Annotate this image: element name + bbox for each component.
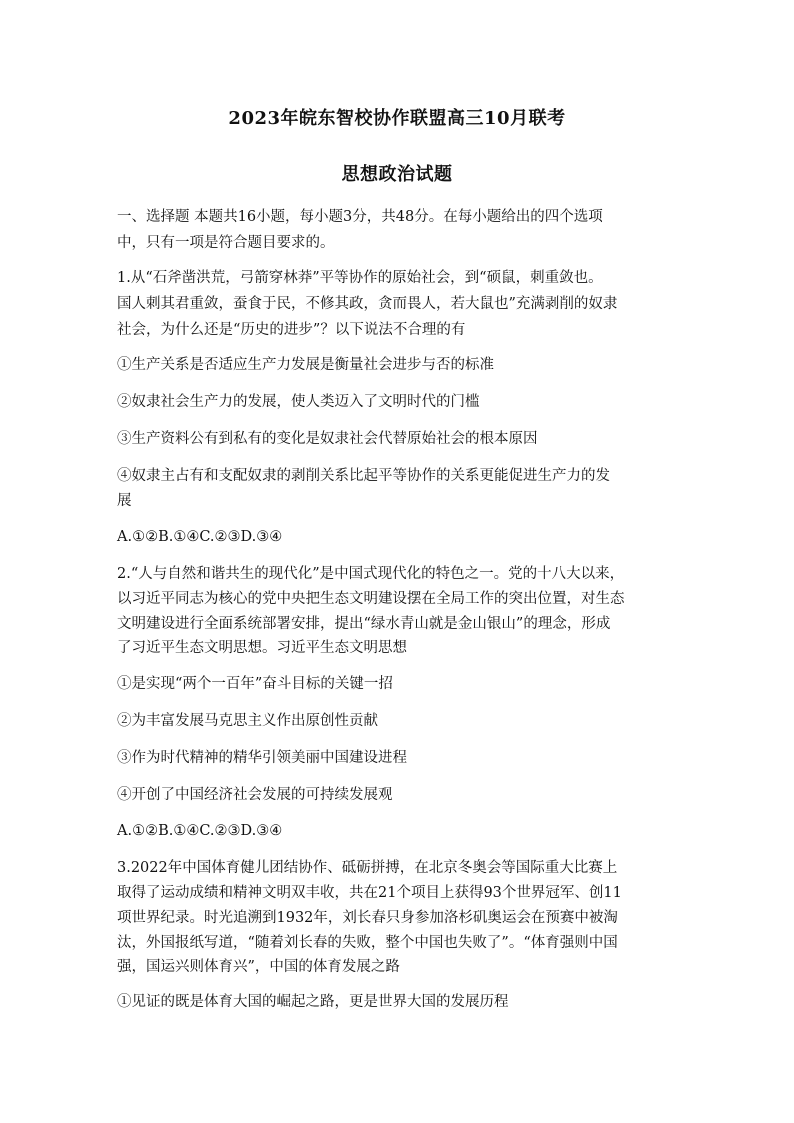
q2-stem-line-2: 以习近平同志为核心的党中央把生态文明建设摆在全局工作的突出位置，对生态 xyxy=(117,591,625,607)
q3-stem-line-3: 项世界纪录。时光追溯到1932年，刘长春只身参加洛杉矶奥运会在预赛中被淘 xyxy=(117,910,618,926)
q1-option-4-continued: 展 xyxy=(117,493,132,509)
q2-option-3: ③作为时代精神的精华引领美丽中国建设进程 xyxy=(117,750,407,766)
q3-stem-line-1: 3.2022年中国体育健儿团结协作、砥砺拼搏，在北京冬奥会等国际重大比赛上 xyxy=(117,860,618,876)
q3-stem-line-5: 强，国运兴则体育兴”，中国的体育发展之路 xyxy=(117,959,400,975)
q3-stem-line-2: 取得了运动成绩和精神文明双丰收，共在21个项目上获得93个世界冠军、创11 xyxy=(117,885,622,901)
q1-option-4: ④奴隶主占有和支配奴隶的剥削关系比起平等协作的关系更能促进生产力的发 xyxy=(117,468,610,484)
q2-option-4: ④开创了中国经济社会发展的可持续发展观 xyxy=(117,787,393,803)
q3-stem-line-4: 汰，外国报纸写道，“随着刘长春的失败，整个中国也失败了”。“体育强则中国 xyxy=(117,935,618,951)
q2-stem-line-3: 文明建设进行全面系统部署安排，提出“绿水青山就是金山银山”的理念，形成 xyxy=(117,616,611,632)
q1-option-1: ①生产关系是否适应生产力发展是衡量社会进步与否的标准 xyxy=(117,357,494,373)
q1-stem-line-1: 1.从“石斧凿洪荒，弓箭穿林莽”平等协作的原始社会，到“硕鼠，刺重敛也。 xyxy=(117,270,603,286)
q2-stem-line-1: 2.“人与自然和谐共生的现代化”是中国式现代化的特色之一。党的十八大以来， xyxy=(117,566,625,582)
q1-stem-line-2: 国人刺其君重敛，蚕食于民，不修其政，贪而畏人，若大鼠也”充满剥削的奴隶 xyxy=(117,296,618,312)
q3-option-1: ①见证的既是体育大国的崛起之路，更是世界大国的发展历程 xyxy=(117,994,509,1010)
q1-option-3: ③生产资料公有到私有的变化是奴隶社会代替原始社会的根本原因 xyxy=(117,431,538,447)
q1-stem-line-3: 社会，为什么还是“历史的进步”？以下说法不合理的有 xyxy=(117,322,466,338)
q2-option-1: ①是实现“两个一百年”奋斗目标的关键一招 xyxy=(117,676,393,692)
exam-subject-title: 思想政治试题 xyxy=(341,164,453,185)
q2-answer-choices: A.①②B.①④C.②③D.③④ xyxy=(117,823,283,839)
q2-stem-line-4: 了习近平生态文明思想。习近平生态文明思想 xyxy=(117,640,407,656)
q1-answer-choices: A.①②B.①④C.②③D.③④ xyxy=(117,529,283,545)
q1-option-2: ②奴隶社会生产力的发展，使人类迈入了文明时代的门槛 xyxy=(117,394,480,410)
section-instructions-line-1: 一、选择题 本题共16小题，每小题3分，共48分。在每小题给出的四个选项 xyxy=(117,209,603,225)
section-instructions-line-2: 中，只有一项是符合题目要求的。 xyxy=(117,235,335,251)
q2-option-2: ②为丰富发展马克思主义作出原创性贡献 xyxy=(117,713,378,729)
exam-title: 2023年皖东智校协作联盟高三10月联考 xyxy=(228,108,566,129)
